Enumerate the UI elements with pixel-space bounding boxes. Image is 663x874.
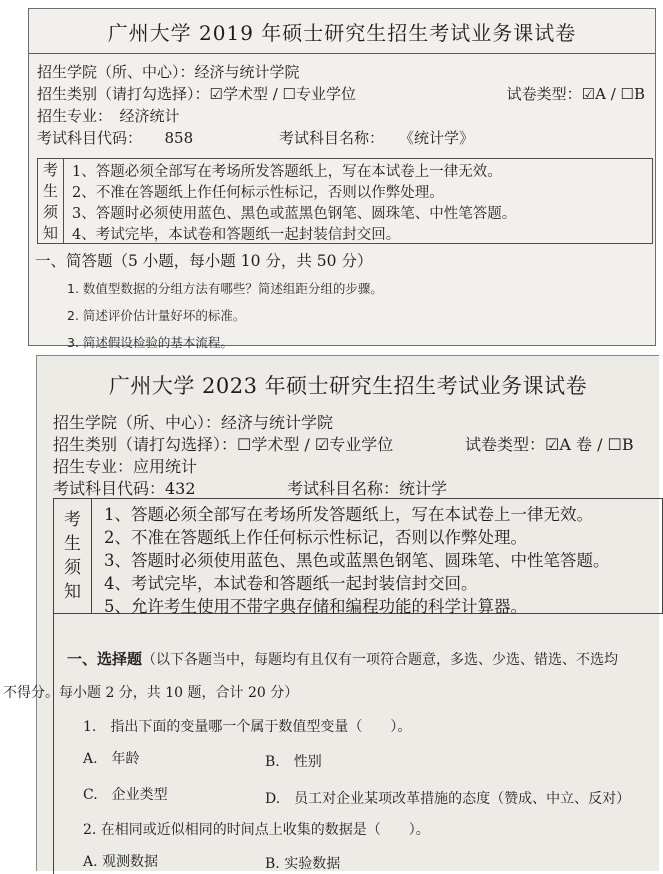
notice-label	[38, 159, 64, 243]
option-c: C. 企业类型	[83, 787, 168, 803]
notice-item: 4、考试完毕，本试卷和答题纸一起封装信封交回。	[72, 227, 401, 243]
notice-item: 3、答题时必须使用蓝色、黑色或蓝黑色钢笔、圆珠笔、中性笔答题。	[72, 206, 517, 222]
question: 2. 简述评价估计量好坏的标准。	[67, 308, 246, 323]
section-title: 一、简答题（5 小题，每小题 10 分，共 50 分）	[35, 252, 373, 270]
exam-paper-2019	[28, 8, 656, 350]
section-heading	[67, 648, 618, 669]
divider	[29, 53, 655, 54]
question: 3. 简述假设检验的基本流程。	[67, 335, 233, 350]
notice-item: 2、不准在答题纸上作任何标示性标记，否则以作弊处理。	[72, 185, 444, 201]
question: 1. 数值型数据的分组方法有哪些？简述组距分组的步骤。	[67, 281, 383, 296]
option-a: A. 观测数据	[83, 854, 159, 870]
major-line: 招生专业：应用统计	[53, 457, 198, 476]
notice-char: 考	[64, 510, 81, 530]
notice-char: 须	[64, 558, 81, 578]
school-line: 招生学院（所、中心）：经济与统计学院	[37, 63, 300, 81]
candidate-notice	[37, 158, 653, 244]
subject-code: 考试科目代码：432	[53, 479, 196, 498]
school-line: 招生学院（所、中心）：经济与统计学院	[53, 413, 334, 432]
exam-type: 试卷类型：☑A 卷 / ☐B	[465, 435, 634, 454]
exam-paper-2023	[3, 355, 659, 872]
notice-char: 生	[43, 182, 59, 200]
option-b: B. 性别	[265, 754, 322, 770]
notice-item: 4、考试完毕，本试卷和答题纸一起封装信封交回。	[104, 574, 478, 593]
question-1: 1. 指出下面的变量哪一个属于数值型变量（ ）。	[83, 719, 412, 735]
notice-char: 生	[64, 534, 81, 554]
category-line: 招生类别（请打勾选择）：☑学术型 / ☐专业学位	[37, 85, 356, 103]
subject-code: 考试科目代码： 858	[37, 129, 194, 147]
notice-item: 1、答题必须全部写在考场所发答题纸上，写在本试卷上一律无效。	[104, 505, 593, 524]
notice-item: 3、答题时必须使用蓝色、黑色或蓝黑色钢笔、圆珠笔、中性笔答题。	[104, 551, 610, 570]
paper-title: 广州大学 2023 年硕士研究生招生考试业务课试卷	[108, 374, 588, 398]
notice-char: 知	[64, 582, 81, 602]
notice-item: 1、答题必须全部写在考场所发答题纸上，写在本试卷上一律无效。	[72, 164, 502, 180]
exam-type: 试卷类型：☑A / ☐B	[506, 85, 645, 103]
subject-name: 考试科目名称： 《统计学》	[279, 129, 475, 147]
notice-label	[54, 499, 92, 613]
section-description: （以下各题当中，每题均有且仅有一项符合题意，多选、少选、错选、不选均	[142, 652, 619, 668]
subject-name: 考试科目名称：统计学	[287, 479, 448, 498]
notice-char: 考	[43, 161, 59, 179]
notice-item: 5、允许考生使用不带字典存储和编程功能的科学计算器。	[104, 597, 527, 616]
category-line: 招生类别（请打勾选择）：☐学术型 / ☑专业学位	[53, 435, 394, 454]
section-title: 一、选择题	[67, 650, 143, 668]
major-line: 招生专业： 经济统计	[37, 107, 180, 125]
option-a: A. 年龄	[83, 751, 140, 767]
notice-item: 2、不准在答题纸上作任何标示性标记，否则以作弊处理。	[104, 528, 527, 547]
section-description-cont: 不得分。每小题 2 分，共 10 题，合计 20 分）	[3, 685, 299, 701]
option-d: D. 员工对企业某项改革措施的态度（赞成、中立、反对）	[265, 791, 631, 807]
candidate-notice	[53, 498, 663, 614]
question-2: 2. 在相同或近似相同的时间点上收集的数据是（ ）。	[83, 822, 430, 838]
notice-char: 知	[43, 224, 59, 242]
notice-char: 须	[43, 203, 59, 221]
paper-title: 广州大学 2019 年硕士研究生招生考试业务课试卷	[107, 21, 577, 45]
option-b: B. 实验数据	[265, 856, 341, 872]
